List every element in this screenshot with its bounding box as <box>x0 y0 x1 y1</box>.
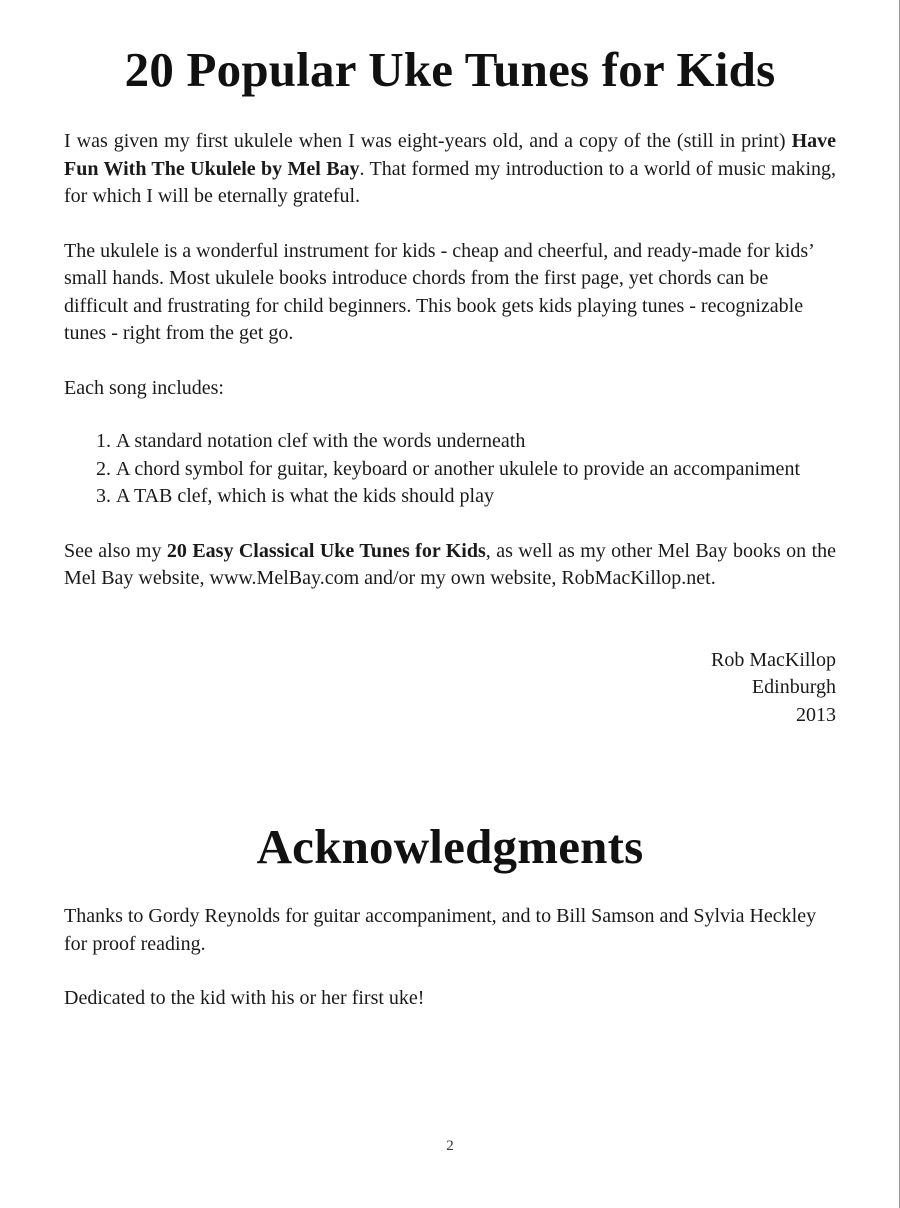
intro-text-start: I was given my first ukulele when I was eight-years old, and a copy of the (still in print) <box>64 130 792 152</box>
related-book-title-bold: 20 Easy Classical Uke Tunes for Kids <box>166 539 486 562</box>
page-title: 20 Popular Uke Tunes for Kids <box>124 42 776 97</box>
includes-list <box>64 428 836 511</box>
signature-year: 2013 <box>796 703 836 726</box>
acknowledgments-paragraph: Thanks to Gordy Reynolds for guitar accompaniment, and to Bill Samson and Sylvia Heckley for proof reading. <box>64 905 817 955</box>
intro-paragraph-1 <box>64 128 836 211</box>
acknowledgments-heading: Acknowledgments <box>256 819 644 874</box>
see-also-text-start: See also my <box>64 539 167 562</box>
author-location: Edinburgh <box>751 676 836 698</box>
book-title-bold: Have Fun With The Ukulele by Mel Bay <box>64 130 836 180</box>
each-song-label: Each song includes: <box>64 376 224 399</box>
list-item: 3. A TAB clef, which is what the kids should play <box>116 483 836 511</box>
author-name: Rob MacKillop <box>711 648 836 671</box>
signature-block <box>64 647 836 730</box>
page-number: 2 <box>446 1138 454 1154</box>
list-item: 2. A chord symbol for guitar, keyboard or another ukulele to provide an accompaniment <box>116 456 836 484</box>
see-also-text-end: , as well as my other Mel Bay books on the Mel Bay website, www.MelBay.com and/or my own website, RobMacKillop.net. <box>64 539 836 589</box>
see-also-paragraph <box>64 538 836 593</box>
intro-paragraph-2: The ukulele is a wonderful instrument for kids - cheap and cheerful, and ready-made for kids’ small hands. Most ukulele books introduce chords from the first page, yet chords can be difficult and frustrating for child beginners. This book gets kids playing tunes - recognizable tunes - right from the get go. <box>64 239 814 344</box>
page-content <box>64 40 836 1013</box>
list-item: 1. A standard notation clef with the words underneath <box>116 428 836 456</box>
intro-text-end: . That formed my introduction to a world of music making, for which I will be eternally grateful. <box>64 157 837 207</box>
dedication-paragraph: Dedicated to the kid with his or her first uke! <box>64 987 425 1009</box>
